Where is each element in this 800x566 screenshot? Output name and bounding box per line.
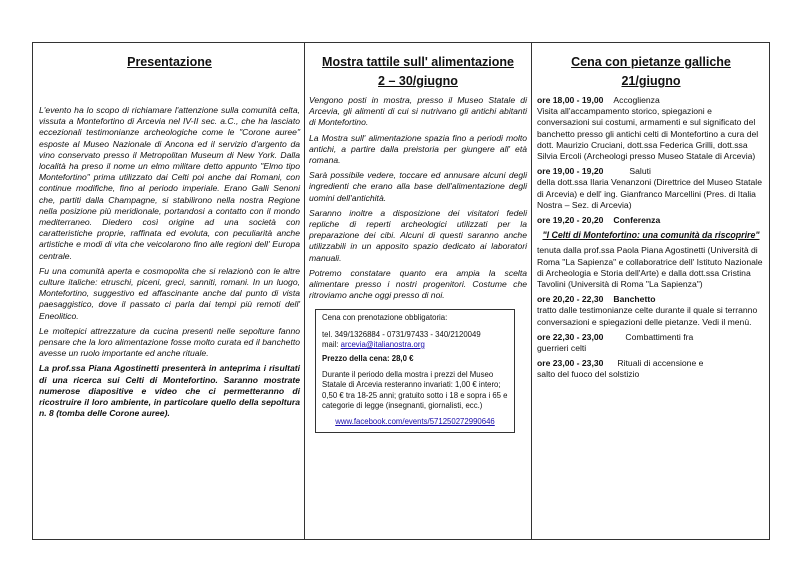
column-presentazione [33, 43, 305, 539]
booking-heading: Cena con prenotazione obbligatoria: [322, 313, 448, 323]
booking-box [315, 309, 515, 433]
entry-text: della dott.ssa Ilaria Venanzoni (Direttrice del Museo Statale di Arcevia) e dell' ing. Gianfranco Marcellini (Pres. di Italia Nostra – Sez. di Arcevia) [537, 177, 762, 210]
entry-time: ore 19,00 - 19,20 [537, 166, 604, 177]
entry-time: ore 18,00 - 19,00 [537, 95, 604, 105]
column-cena [532, 43, 769, 539]
mostra-paragraph: Potremo constatare quanto era ampia la scelta alimentare presso i nostri progenitori. Costume che ritroviamo anche oggi presso di noi. [309, 267, 527, 301]
mail-link[interactable]: arcevia@italianostra.org [340, 339, 425, 349]
program-entry [537, 332, 765, 354]
entry-time: ore 19,20 - 20,20 [537, 215, 604, 226]
conference-speakers: tenuta dalla prof.ssa Paola Piana Agostinetti (Università di Roma "La Sapienza" e collaboratrice dell' Istituto Nazionale di Archeologia e Storia dell'Arte) e dalla dott.ssa Cristina Tavolini (Università di Roma "La Sapienza") [537, 245, 763, 290]
mostra-paragraph: Saranno inoltre a disposizione dei visitatori fedeli repliche di reperti archeologici utilizzati per la preparazione dei cibi. Alcuni di questi saranno anche utilizzabili in un apposito spazio dedicato ai laboratori manuali. [309, 207, 527, 263]
mostra-paragraph: La Mostra sull' alimentazione spazia fino a periodi molto antichi, a partire dalla preistoria per giungere all' età romana. [309, 132, 527, 166]
entry-text: salto del fuoco del solstizio [537, 369, 640, 380]
program-entry [537, 215, 765, 226]
mostra-title: Mostra tattile sull' alimentazione [322, 55, 514, 69]
cena-title: Cena con pietanze galliche [571, 55, 731, 69]
entry-head: Accoglienza [613, 95, 660, 105]
entry-text: Visita all'accampamento storico, spiegazioni e conversazioni sui costumi, armamenti e sul significato del banchetto presso gli antichi celti di Montefortino a cura del dott. Maurizio Cruciani, dott.ssa Federica Grilli, dott.ssa Silvia Ercoli (Archeologi presso Museo Statale di Arcevia) [537, 106, 759, 162]
entry-text: guerrieri celti [537, 343, 587, 354]
mostra-paragraph: Sarà possibile vedere, toccare ed annusare alcuni degli ingredienti che erano alla base dell'alimentazione degli uomini dell'antichità. [309, 170, 527, 203]
facebook-event-link[interactable]: www.facebook.com/events/571250272990646 [335, 417, 495, 427]
entry-head: Saluti [629, 166, 651, 177]
cena-date: 21/giugno [621, 74, 681, 88]
booking-mail-line [322, 340, 508, 350]
dinner-price: Prezzo della cena: 28,0 € [322, 354, 414, 364]
flyer-frame [32, 42, 770, 540]
presentazione-paragraph: Le moltepici attrezzature da cucina presenti nelle sepolture fanno pensare che la loro alimentazione fosse molto curata ed il banchetto avesse un ruolo importante ed anche rituale. [39, 325, 300, 359]
conference-title: "I Celti di Montefortino: una comunità da riscoprire" [542, 230, 760, 241]
program-entry [537, 95, 765, 162]
entry-head: Banchetto [613, 294, 656, 305]
program-entry [537, 166, 765, 211]
mail-label: mail: [322, 339, 341, 349]
mostra-paragraph: Vengono posti in mostra, presso il Museo Statale di Arcevia, gli alimenti di cui si nutrivano gli antichi abitanti di Montefortino. [309, 95, 527, 128]
presentazione-title: Presentazione [127, 55, 212, 69]
presentazione-paragraph: Fu una comunità aperta e cosmopolita che si relazionò con le altre culture italiche: etruschi, piceni, greci, sanniti, romani. In un luogo, Montefortino, suggestivo ed affascinante anche dal punto di vista paesaggistico, dove il passato ci parla dai tempi più remoti dell' Eneolitico. [39, 265, 300, 321]
booking-phones: tel. 349/1326884 - 0731/97433 - 340/2120049 [322, 329, 481, 339]
entry-head: Combattimenti fra [625, 331, 694, 342]
presentazione-paragraph: L'evento ha lo scopo di richiamare l'attenzione sulla comunità celta, vissuta a Montefortino di Arcevia nel IV-II sec. a.C., che ha lasciato eccezionali testimonianze archeologiche come le "Corone auree" esposte al Museo Nazionale di Ancona ed il servizio d'argento da vino conservato presso il Metropolitan Museum di New York. Dalla località ha preso il nome un elmo militare detto appunto "Elmo tipo Montefortino" prima utilizzato dai Celti poi anche dai Romani, con continue modifiche, fino al periodo imperiale. Erano Galli Senoni che, partiti dalla Champagne, si stabilirono nella nostra Regione nella posizione più meridionale, portandosi a contatto con il mondo mediterraneo. Diedero così origine ad una società con caratteristiche proprie, raffinata ed evoluta, con peculiarità anche artistiche e modi di vita che veicolarono fino alle regioni dell' Europa centrale. [39, 105, 300, 261]
entry-time: ore 20,20 - 22,30 [537, 294, 604, 305]
presentazione-closing: La prof.ssa Piana Agostinetti presenterà in anteprima i risultati di una ricerca sui Celti di Montefortino. Saranno mostrate numerose diapositive e video che ci permetteranno di ricostruire il loro ambiente, in particolare quello della sepoltura n. 8 (tomba delle Corone auree). [39, 363, 300, 419]
program-entry [537, 294, 765, 328]
entry-head: Conferenza [613, 215, 661, 226]
museum-prices-note: Durante il periodo della mostra i prezzi del Museo Statale di Arcevia resteranno invariati: 1,00 € intero; 0,50 € tra 18-25 anni; gratuito sotto i 18 e sopra i 65 e categorie di legge (insegnanti, giornalisti, ecc.) [322, 370, 508, 410]
entry-text: tratto dalle testimonianze celte durante il quale si terranno conversazioni e spiegazioni delle pietanze. Vedi il menù. [537, 305, 758, 327]
entry-head: Rituali di accensione e [617, 358, 704, 369]
entry-time: ore 23,00 - 23,30 [537, 358, 604, 369]
column-mostra [305, 43, 532, 539]
entry-time: ore 22,30 - 23,00 [537, 331, 604, 342]
mostra-dates: 2 – 30/giugno [378, 74, 458, 88]
program-entry [537, 358, 765, 380]
